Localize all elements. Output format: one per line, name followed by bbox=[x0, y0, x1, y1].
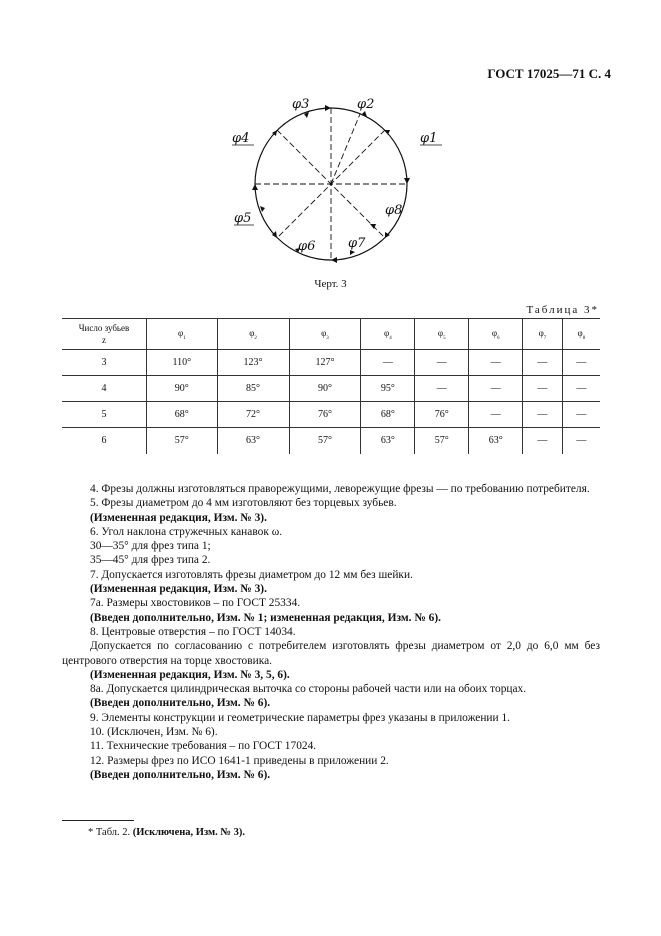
table-row: 3 110° 123° 127° — — — — — bbox=[62, 350, 600, 376]
phi5-label: φ5 bbox=[234, 211, 252, 226]
paragraph: (Введен дополнительно, Изм. № 1; измененная редакция, Изм. № 6). bbox=[90, 611, 441, 624]
paragraph: (Измененная редакция, Изм. № 3, 5, 6). bbox=[90, 668, 290, 681]
phi7-label: φ7 bbox=[348, 236, 366, 251]
paragraph: (Измененная редакция, Изм. № 3). bbox=[90, 583, 267, 596]
table-row: 6 57° 63° 57° 63° 57° 63° — — bbox=[62, 428, 600, 454]
paragraph: 4. Фрезы должны изготовляться праворежущими, леворежущие фрезы — по требованию потребителя. bbox=[90, 483, 590, 495]
phi1-label: φ1 bbox=[420, 131, 438, 146]
paragraph: 10. (Исключен, Изм. № 6). bbox=[90, 726, 218, 739]
figure-caption: Черт. 3 bbox=[314, 278, 347, 290]
col-phi4: $\varphi_4$ bbox=[361, 319, 415, 350]
z-header: Число зубьев z bbox=[62, 319, 147, 350]
paragraph: 7а. Размеры хвостовиков – по ГОСТ 25334. bbox=[90, 597, 301, 610]
footnote-divider bbox=[62, 820, 134, 821]
paragraph: 5. Фрезы диаметром до 4 мм изготовляют без торцевых зубьев. bbox=[90, 497, 397, 510]
paragraph: (Введен дополнительно, Изм. № 6). bbox=[90, 768, 271, 781]
paragraph: Допускается по согласованию с потребителем изготовлять фрезы диаметром от 2,0 до 6,0 мм без центрового отверстия на торце хвостовика. bbox=[62, 640, 600, 667]
angles-table bbox=[62, 318, 600, 454]
paragraph: 6. Угол наклона стружечных канавок ω. bbox=[90, 525, 283, 538]
col-phi3: $\varphi_3$ bbox=[289, 319, 361, 350]
axis-tilted bbox=[331, 114, 360, 184]
table-title: Таблица 3* bbox=[526, 304, 599, 316]
paragraph: (Введен дополнительно, Изм. № 6). bbox=[90, 697, 271, 710]
cutter-angle-svg bbox=[220, 92, 442, 272]
body-text bbox=[62, 482, 600, 782]
col-phi2: $\varphi_2$ bbox=[217, 319, 289, 350]
paragraph: 11. Технические требования – по ГОСТ 17024. bbox=[90, 740, 317, 753]
phi4-label: φ4 bbox=[232, 131, 250, 146]
table-row: 4 90° 85° 90° 95° — — — — bbox=[62, 376, 600, 402]
phi6-label: φ6 bbox=[298, 239, 316, 254]
col-phi8: $\varphi_8$ bbox=[562, 319, 600, 350]
page-header: ГОСТ 17025—71 С. 4 bbox=[487, 66, 611, 81]
col-phi7: $\varphi_7$ bbox=[523, 319, 563, 350]
cutter-angle-diagram bbox=[220, 92, 442, 272]
paragraph: 35—45° для фрез типа 2. bbox=[90, 554, 211, 567]
paragraph: 30—35° для фрез типа 1; bbox=[90, 540, 211, 553]
paragraph: 8а. Допускается цилиндрическая выточка со стороны рабочей части или на обоих торцах. bbox=[90, 683, 527, 696]
phi3-label: φ3 bbox=[292, 97, 310, 112]
phi8-label: φ8 bbox=[385, 203, 403, 218]
table-row: 5 68° 72° 76° 68° 76° — — — bbox=[62, 402, 600, 428]
paragraph: 12. Размеры фрез по ИСО 1641-1 приведены в приложении 2. bbox=[90, 754, 389, 767]
col-phi5: $\varphi_5$ bbox=[415, 319, 469, 350]
phi2-label: φ2 bbox=[357, 97, 375, 112]
paragraph: 9. Элементы конструкции и геометрические параметры фрез указаны в приложении 1. bbox=[90, 711, 511, 724]
col-phi1: $\varphi_1$ bbox=[147, 319, 218, 350]
table-header-row bbox=[62, 319, 600, 350]
paragraph: 8. Центровые отверстия – по ГОСТ 14034. bbox=[90, 625, 296, 638]
paragraph: 7. Допускается изготовлять фрезы диаметром до 12 мм без шейки. bbox=[90, 568, 413, 581]
col-phi6: $\varphi_6$ bbox=[469, 319, 523, 350]
paragraph: (Измененная редакция, Изм. № 3). bbox=[90, 511, 267, 524]
footnote: * Табл. 2. (Исключена, Изм. № 3). bbox=[88, 827, 245, 838]
